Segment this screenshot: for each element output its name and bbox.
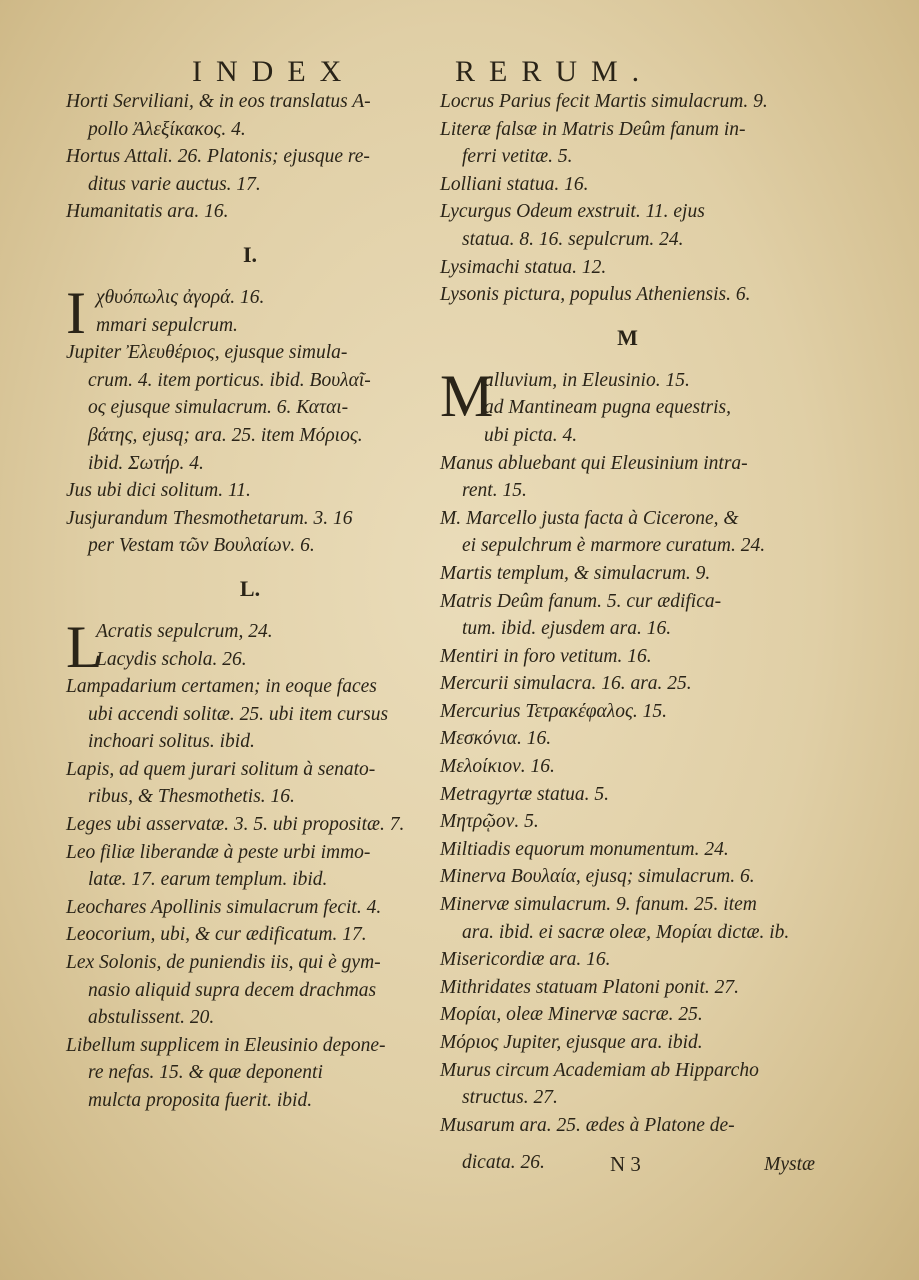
drop-cap: M <box>440 362 494 429</box>
entry-line: Misericordiæ ara. 16. <box>440 949 611 971</box>
entry-line: Murus circum Academiam ab Hipparcho <box>440 1059 759 1081</box>
entry-line: Hortus Attali. 26. Platonis; ejusque re- <box>66 146 370 168</box>
entry-line: M. Marcello justa facta à Cicerone, & <box>440 507 739 529</box>
entry-line: per Vestam τῶν Βουλαίων. 6. <box>88 535 315 557</box>
entry-line: Μόριος Jupiter, ejusque ara. ibid. <box>440 1032 703 1053</box>
signature-mark: N 3 <box>610 1152 641 1176</box>
entry-line: Humanitatis ara. 16. <box>66 201 229 223</box>
entry-line: Mentiri in foro vetitum. 16. <box>440 645 652 667</box>
drop-cap: I <box>66 279 86 346</box>
index-entry <box>66 811 434 839</box>
index-entry <box>66 1032 434 1115</box>
entry-line: ος ejusque simulacrum. 6. Καται- <box>88 397 349 419</box>
entry-line: structus. 27. <box>462 1087 558 1109</box>
index-entry <box>440 1057 815 1112</box>
entry-line: Jusjurandum Thesmothetarum. 3. 16 <box>66 507 353 529</box>
entry-line: ibid. Σωτήρ. 4. <box>88 452 204 474</box>
index-entry <box>66 756 434 811</box>
index-entry <box>440 974 815 1002</box>
entry-line: ditus varie auctus. 17. <box>88 173 261 195</box>
index-entry <box>440 946 815 974</box>
entry-line: Leo filiæ liberandæ à peste urbi immo- <box>66 841 371 863</box>
index-entry <box>440 725 815 753</box>
entry-line: abstulissent. 20. <box>88 1007 215 1029</box>
entry-line: Leges ubi asservatæ. 3. 5. ubi propositæ. 7. <box>66 814 405 836</box>
index-entry <box>66 613 434 680</box>
entry-line: crum. 4. item porticus. ibid. Βουλαῖ- <box>88 369 371 391</box>
index-entry <box>440 505 815 560</box>
entry-line: Μητρῷον. 5. <box>440 811 539 833</box>
entry-line: tum. ibid. ejusdem ara. 16. <box>462 618 672 640</box>
catchword: Mystæ <box>764 1154 815 1175</box>
entry-line: βάτης, ejusq; ara. 25. item Μόριος. <box>88 424 363 446</box>
entry-line: Musarum ara. 25. ædes à Platone de- <box>440 1114 735 1136</box>
index-entry <box>440 281 815 309</box>
entry-line: Jupiter Ἐλευθέριος, ejusque simula- <box>66 342 348 364</box>
section-letter: L. <box>239 575 261 601</box>
index-entry <box>440 781 815 809</box>
index-entry <box>440 670 815 698</box>
entry-line: latæ. 17. earum templum. ibid. <box>88 869 328 891</box>
entry-line: ferri vetitæ. 5. <box>462 146 573 168</box>
drop-cap: L <box>66 613 103 680</box>
index-entry <box>440 836 815 864</box>
index-entry <box>66 921 434 949</box>
entry-line: mmari sepulcrum. <box>96 314 238 336</box>
entry-line: Lycurgus Odeum exstruit. 11. ejus <box>440 201 705 223</box>
index-entry <box>440 116 815 171</box>
entry-line: alluvium, in Eleusinio. 15. <box>484 369 690 391</box>
entry-line: ribus, & Thesmothetis. 16. <box>88 786 295 808</box>
left-column <box>66 88 434 1115</box>
index-entry <box>440 698 815 726</box>
index-entry <box>440 808 815 836</box>
entry-line: Mithridates statuam Platoni ponit. 27. <box>440 976 740 998</box>
section-letter: M <box>617 324 638 350</box>
entry-line: Libellum supplicem in Eleusinio depone- <box>66 1034 386 1056</box>
right-column <box>440 88 815 1139</box>
entry-line: Lolliani statua. 16. <box>440 173 589 195</box>
index-entry <box>66 839 434 894</box>
entry-line: Manus abluebant qui Eleusinium intra- <box>440 452 748 474</box>
index-entry <box>440 753 815 781</box>
entry-line: Matris Deûm fanum. 5. cur ædifica- <box>440 590 722 612</box>
index-entry <box>66 949 434 1032</box>
entry-line: Leocorium, ubi, & cur ædificatum. 17. <box>66 924 367 946</box>
index-entry <box>440 254 815 282</box>
index-entry <box>440 450 815 505</box>
entry-line: mulcta proposita fuerit. ibid. <box>88 1090 313 1111</box>
entry-line: Lex Solonis, de puniendis iis, qui è gym- <box>66 952 381 974</box>
entry-line: Lapis, ad quem jurari solitum à senato- <box>66 758 376 780</box>
index-entry <box>440 1029 815 1057</box>
entry-line: Miltiadis equorum monumentum. 24. <box>440 838 729 860</box>
index-entry <box>66 673 434 756</box>
entry-line: ei sepulchrum è marmore curatum. 24. <box>462 535 766 557</box>
index-entry <box>66 143 434 198</box>
index-entry <box>66 505 434 560</box>
entry-line: nasio aliquid supra decem drachmas <box>88 979 377 1001</box>
entry-line: Μορίαι, oleæ Minervæ sacræ. 25. <box>440 1004 703 1026</box>
header-index: INDEX <box>192 55 356 88</box>
section-letter: I. <box>242 241 258 267</box>
index-entry <box>440 1001 815 1029</box>
index-entry <box>66 198 434 226</box>
entry-line: Lysimachi statua. 12. <box>440 256 607 278</box>
entry-line: Leochares Apollinis simulacrum fecit. 4. <box>66 896 382 918</box>
entry-line: Horti Serviliani, & in eos translatus A- <box>66 91 371 112</box>
entry-line: χθυόπωλις ἀγορά. 16. <box>96 286 265 308</box>
entry-line: ubi accendi solitæ. 25. ubi item cursus <box>88 703 389 725</box>
index-entry <box>440 891 815 946</box>
entry-line: Minerva Βουλαία, ejusq; simulacrum. 6. <box>440 866 755 888</box>
header-rerum: RERUM. <box>455 55 654 88</box>
entry-line: Mercurii simulacra. 16. ara. 25. <box>440 673 692 695</box>
index-entry <box>66 477 434 505</box>
index-entry <box>66 339 434 477</box>
entry-line: re nefas. 15. & quæ deponenti <box>88 1062 323 1084</box>
index-entry <box>66 88 434 143</box>
entry-line: ad Mantineam pugna equestris, <box>484 397 731 419</box>
entry-line: inchoari solitus. ibid. <box>88 731 255 753</box>
entry-line: ara. ibid. ei sacræ oleæ, Μορίαι dictæ. ib. <box>462 921 790 943</box>
index-entry <box>440 198 815 253</box>
entry-line: Μελοίκιον. 16. <box>440 756 555 778</box>
entry-line: Lampadarium certamen; in eoque faces <box>66 676 377 698</box>
entry-line: Lysonis pictura, populus Atheniensis. 6. <box>440 284 751 306</box>
index-entry <box>440 863 815 891</box>
index-entry <box>440 588 815 643</box>
entry-line: Minervæ simulacrum. 9. fanum. 25. item <box>440 894 757 916</box>
entry-line: Locrus Parius fecit Martis simulacrum. 9. <box>440 91 768 112</box>
entry-line: rent. 15. <box>462 480 527 502</box>
entry-line: Μεσκόνια. 16. <box>440 728 552 750</box>
index-entry <box>440 362 815 450</box>
entry-line: Acratis sepulcrum, 24. <box>96 620 273 642</box>
index-entry <box>66 894 434 922</box>
index-entry <box>440 1112 815 1140</box>
entry-line: Metragyrtæ statua. 5. <box>440 783 609 805</box>
entry-line: Lacydis schola. 26. <box>96 648 247 670</box>
last-entry-continuation: dicata. 26. <box>462 1152 545 1173</box>
entry-line: Martis templum, & simulacrum. 9. <box>440 562 711 584</box>
entry-line: Mercurius Τετρακέφαλος. 15. <box>440 700 668 722</box>
entry-line: ubi picta. 4. <box>484 424 578 446</box>
index-entry <box>440 171 815 199</box>
index-entry <box>440 88 815 116</box>
entry-line: Jus ubi dici solitum. 11. <box>66 480 251 502</box>
index-entry <box>66 279 434 346</box>
index-entry <box>440 560 815 588</box>
entry-line: pollo Ἀλεξίκακος. 4. <box>88 118 246 140</box>
index-entry <box>440 643 815 671</box>
entry-line: Literæ falsæ in Matris Deûm fanum in- <box>440 118 746 140</box>
entry-line: statua. 8. 16. sepulcrum. 24. <box>462 228 684 250</box>
